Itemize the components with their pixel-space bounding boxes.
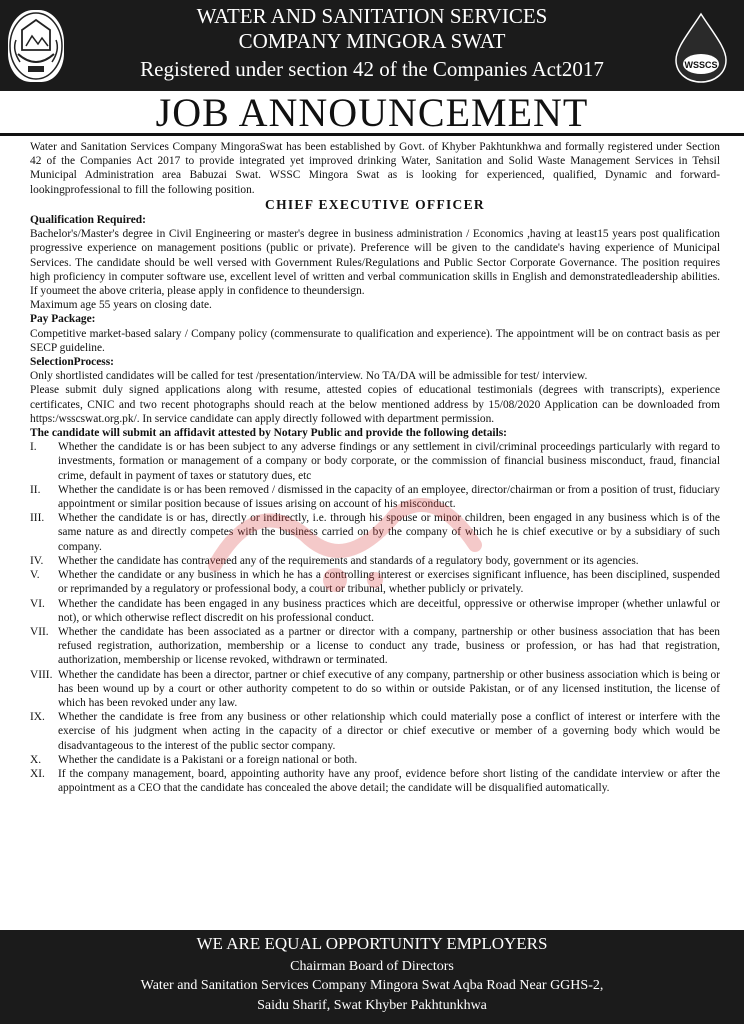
page-title: JOB ANNOUNCEMENT bbox=[0, 90, 744, 136]
list-item: III. Whether the candidate is or has, directly or indirectly, i.e. through his spouse or minor children, been engaged in any business which is of the same nature as and directly competes with the business carried on by the company of which he is chief executive or by a subsidiary of such company. bbox=[30, 512, 720, 553]
equal-opportunity-text: WE ARE EQUAL OPPORTUNITY EMPLOYERS bbox=[196, 934, 548, 953]
position-title: CHIEF EXECUTIVE OFFICER bbox=[265, 196, 485, 212]
list-item: VI. Whether the candidate has been engaged in any business practices which are deceitful, oppressive or otherwise improper (whether unlawful or not), or which otherwise reflect discredit on his professional conduct. bbox=[30, 597, 720, 624]
footer-banner bbox=[0, 930, 744, 1024]
pay-text: Competitive market-based salary / Company policy (commensurate to qualification and experience). The appointment will be on contract basis as per SECP guideline. bbox=[30, 327, 720, 354]
address-line1: Water and Sanitation Services Company Mingora Swat Aqba Road Near GGHS-2, bbox=[140, 978, 604, 993]
list-item: I. Whether the candidate is or has been subject to any adverse findings or any settlement in civil/criminal proceedings particularly with regard to investments, formation or management of a company or body corporate, or the commission of financial business misconduct, fraud, financial crime, default in payment of taxes or statutory dues, etc bbox=[30, 441, 720, 482]
qualification-text: Bachelor's/Master's degree in Civil Engineering or master's degree in business administration / Economics ,having at least15 years post qualification progressive experience on management positions (public or private). Preference will be given to the candidate's having experience of Municipal Services. The candidate should be well versed with Government Rules/Regulations and Public Sector Corporate Governance. The position requires high proficiency in computer software use, excellent level of written and verbal communication skills in English and demonstratedleadership abilities. If youmeet the above criteria, please apply in confidence to theundersign. bbox=[30, 228, 720, 298]
selection-text-2: Please submit duly signed applications along with resume, attested copies of educational testimonials (degrees with transcripts), experience certificates, CNIC and two recent photographs should reach at the below mentioned address by 15/08/2020 Application can be downloaded from https:/wsscswat.org.pk/. In service candidate can apply directly followed with department permission. bbox=[30, 384, 720, 425]
list-item: IX. Whether the candidate is free from any business or other relationship which could materially pose a conflict of interest or interfere with the exercise of his judgment when acting in the capacity of a director or chief executive or member of a governing body which would be disadvantageous to the interest of the public sector company. bbox=[30, 711, 720, 752]
water-drop-icon bbox=[668, 10, 734, 84]
svg-text:WSSCS: WSSCS bbox=[684, 60, 718, 70]
selection-text-1: Only shortlisted candidates will be called for test /presentation/interview. No TA/DA will be admissible for test/ interview. bbox=[30, 370, 588, 383]
selection-heading: SelectionProcess: bbox=[30, 356, 114, 369]
list-item: IV. Whether the candidate has contravened any of the requirements and standards of a regulatory body, government or its agencies. bbox=[30, 554, 639, 567]
pay-heading: Pay Package: bbox=[30, 313, 96, 326]
qualification-heading: Qualification Required: bbox=[30, 214, 146, 227]
list-item: II. Whether the candidate is or has been removed / dismissed in the capacity of an employee, director/chairman or from a position of trust, fiduciary appointment or similar position because of issues arising on account of his misconduct. bbox=[30, 483, 720, 511]
company-name-line1: WATER AND SANITATION SERVICES bbox=[196, 4, 548, 28]
registration-line: Registered under section 42 of the Companies Act2017 bbox=[140, 57, 604, 81]
header-banner bbox=[0, 0, 744, 91]
affidavit-list bbox=[30, 440, 720, 795]
intro-paragraph: Water and Sanitation Services Company MingoraSwat has been established by Govt. of Khyber Pakhtunkhwa and formally registered under Section 42 of the Companies Act 2017 to provide integrated yet improved drinking Water, Sanitation and Solid Waste Management Services in Tehsil Municipal Administration area Babuzai Swat. WSSC Mingora Swat as is looking for experienced, qualified, Dynamic and forward-lookingprofessional to fill the following position. bbox=[30, 141, 720, 196]
list-item: X. Whether the candidate is a Pakistani or a foreign national or both. bbox=[30, 753, 358, 766]
announcement-body bbox=[30, 140, 720, 795]
company-name-line2: COMPANY MINGORA SWAT bbox=[238, 29, 506, 53]
affidavit-heading: The candidate will submit an affidavit attested by Notary Public and provide the following details: bbox=[30, 427, 507, 440]
age-limit: Maximum age 55 years on closing date. bbox=[30, 299, 212, 312]
list-item: VIII. Whether the candidate has been a director, partner or chief executive of any company, partnership or other business association which is being or has been wound up by a court or other authority competent to do so within or outside Pakistan, or of any licensed institution, the license of which has been revoked under any law. bbox=[30, 668, 720, 709]
list-item: VII. Whether the candidate has been associated as a partner or director with a company, partnership or other business association that has been refused registration, authorization, membership or a license to conduct any trade, business or profession, or has had that registration, authorization, membership or license revoked, withdrawn or terminated. bbox=[30, 625, 720, 667]
list-item: V. Whether the candidate or any business in which he has a controlling interest or exercises significant influence, has been disciplined, suspended or reprimanded by a regulatory or professional body, a court or tribunal, whether publicly or privately. bbox=[30, 569, 720, 596]
wsscs-logo bbox=[668, 10, 734, 84]
list-item: XI. If the company management, board, appointing authority have any proof, evidence before short listing of the candidate interview or after the appointment as a CEO that the candidate has concealed the above detail; the candidate will be disqualified automatically. bbox=[30, 767, 720, 795]
address-line2: Saidu Sharif, Swat Khyber Pakhtunkhwa bbox=[257, 998, 487, 1013]
chairman-line: Chairman Board of Directors bbox=[290, 959, 454, 974]
